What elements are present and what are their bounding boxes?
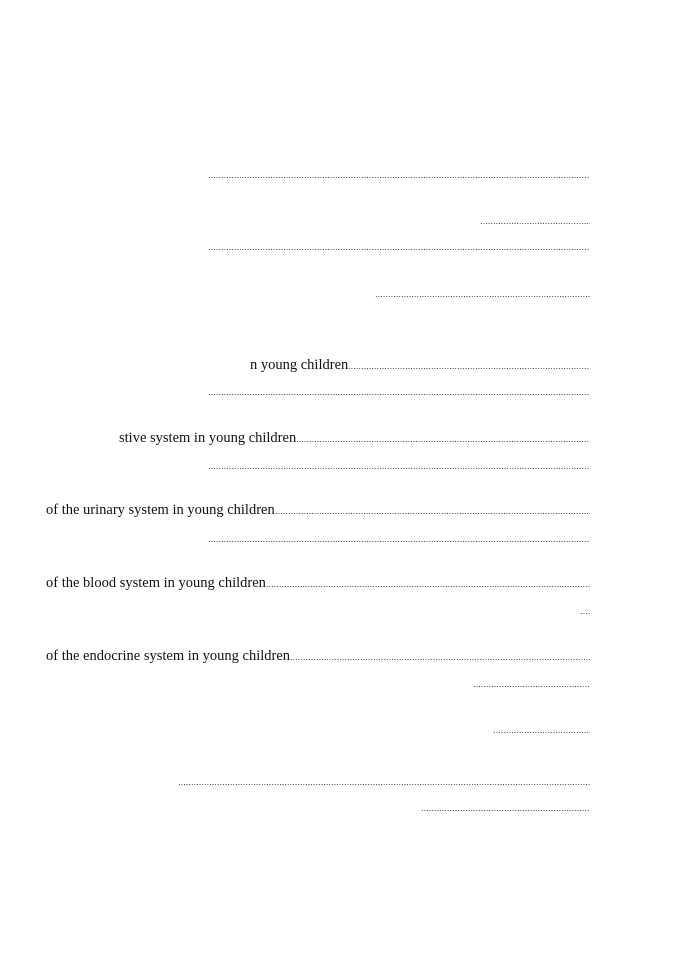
dot-leader xyxy=(580,612,590,615)
toc-entry xyxy=(178,771,590,789)
dot-leader xyxy=(266,585,590,588)
toc-entry xyxy=(250,355,590,373)
dot-leader xyxy=(208,248,590,251)
dot-leader xyxy=(290,658,590,661)
dot-leader xyxy=(178,783,590,786)
toc-entry xyxy=(208,236,590,254)
toc-entry xyxy=(46,500,590,518)
toc-entry-text: n young children xyxy=(250,357,349,373)
toc-entry xyxy=(480,210,590,228)
toc-entry xyxy=(208,528,590,546)
toc-entry xyxy=(46,573,590,591)
dot-leader xyxy=(296,440,590,443)
toc-entry xyxy=(375,283,590,301)
dot-leader xyxy=(473,685,590,688)
toc-entry xyxy=(119,428,590,446)
toc-entry xyxy=(208,455,590,473)
toc-entry-text: stive system in young children xyxy=(119,430,297,446)
dot-leader xyxy=(348,367,590,370)
dot-leader xyxy=(480,222,590,225)
dot-leader xyxy=(493,731,590,734)
toc-entry xyxy=(421,797,590,815)
toc-entry xyxy=(208,164,590,182)
toc-entry-text: of the blood system in young children xyxy=(46,575,266,591)
dot-leader xyxy=(208,540,590,543)
dot-leader xyxy=(275,512,590,515)
toc-entry-text: of the endocrine system in young children xyxy=(46,648,291,664)
dot-leader xyxy=(208,176,590,179)
toc-entry-text: of the urinary system in young children xyxy=(46,502,275,518)
dot-leader xyxy=(208,467,590,470)
toc-entry xyxy=(493,719,590,737)
dot-leader xyxy=(375,295,590,298)
toc-entry xyxy=(208,381,590,399)
dot-leader xyxy=(421,809,590,812)
dot-leader xyxy=(208,393,590,396)
toc-entry xyxy=(580,600,590,618)
toc-entry xyxy=(473,673,590,691)
toc-entry xyxy=(46,646,590,664)
